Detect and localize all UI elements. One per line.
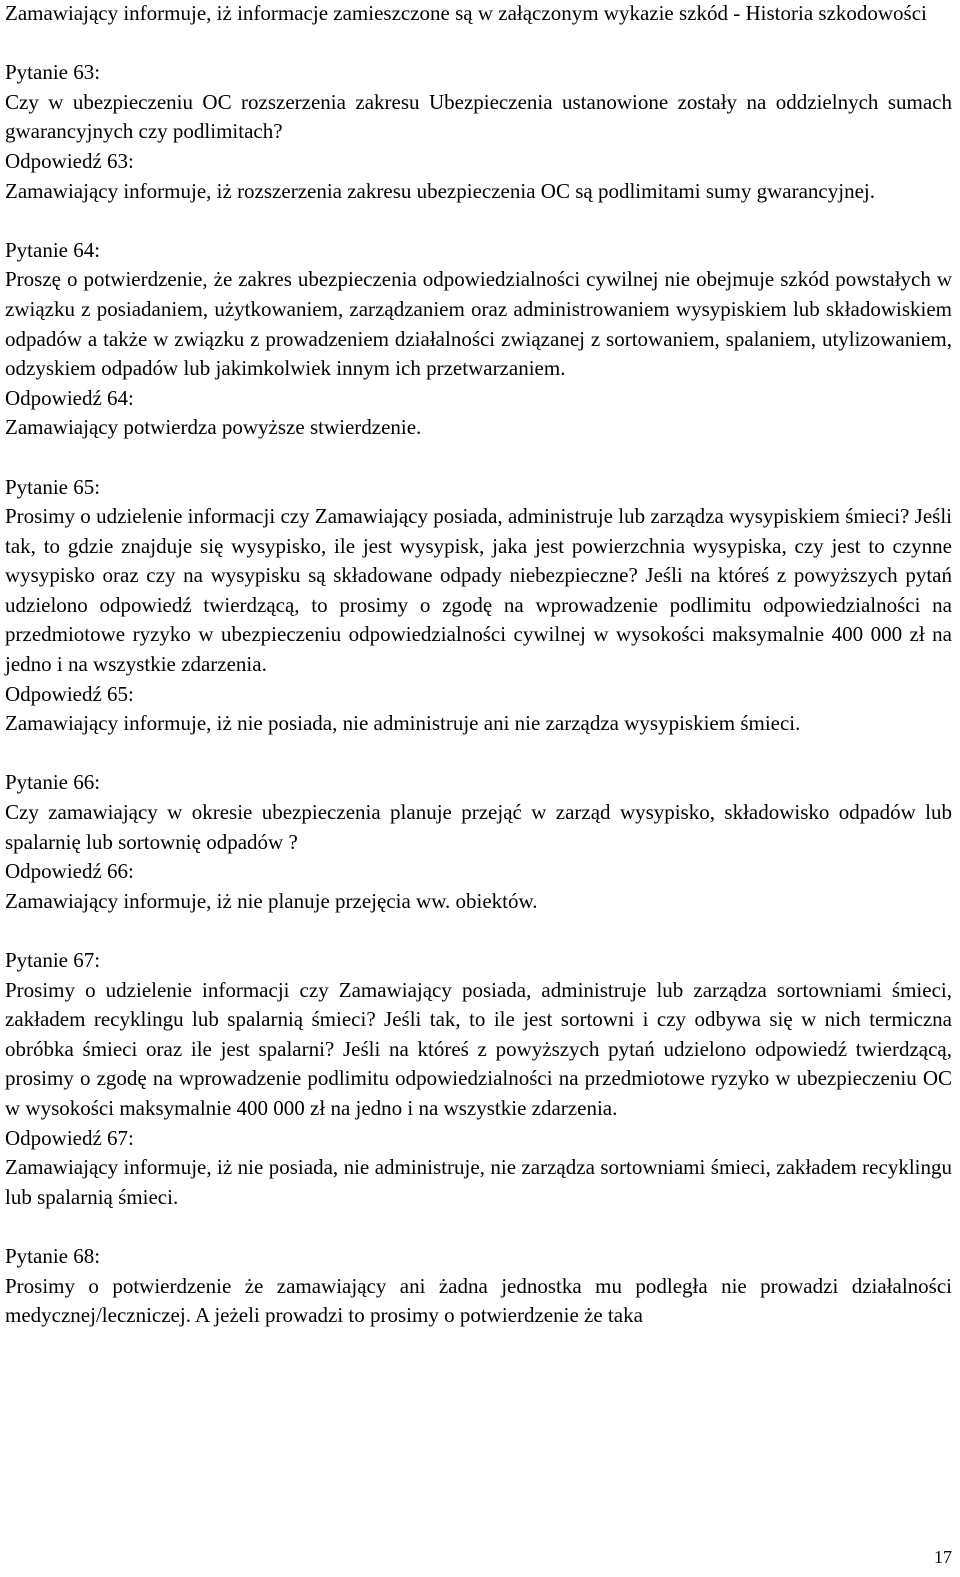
qa-block-68: [5, 1242, 952, 1331]
qa-block-63: [5, 58, 952, 206]
question-text: Prosimy o udzielenie informacji czy Zamawiający posiada, administruje lub zarządza sortowniami śmieci, zakładem recyklingu lub spalarnią śmieci? Jeśli tak, to ile jest sortowni i czy odbywa się w nich termiczna obróbka śmieci oraz ile jest spalarni? Jeśli na któreś z powyższych pytań udzielono odpowiedź twierdzącą, prosimy o zgodę na wprowadzenie podlimitu odpowiedzialności na przedmiotowe ryzyko w ubezpieczeniu OC w wysokości maksymalnie 400 000 zł na jedno i na wszystkie zdarzenia.: [5, 977, 952, 1120]
answer-label: Odpowiedź 64:: [5, 385, 134, 410]
question-label: Pytanie 64:: [5, 237, 101, 262]
question-label: Pytanie 65:: [5, 474, 101, 499]
answer-label: Odpowiedź 67:: [5, 1125, 134, 1150]
question-label: Pytanie 68:: [5, 1243, 101, 1268]
intro-paragraph: Zamawiający informuje, iż informacje zamieszczone są w załączonym wykazie szkód - Historia szkodowości: [5, 1, 927, 25]
document-page: [5, 0, 952, 1331]
page-number: 17: [934, 1547, 952, 1567]
answer-label: Odpowiedź 65:: [5, 681, 134, 706]
qa-block-65: [5, 473, 952, 739]
answer-label: Odpowiedź 66:: [5, 859, 134, 884]
question-text: Prosimy o udzielenie informacji czy Zamawiający posiada, administruje lub zarządza wysypiskiem śmieci? Jeśli tak, to gdzie znajduje się wysypisko, ile jest wysypisk, jaka jest powierzchnia wysypiska, czy jest to czynne wysypisko oraz czy na wysypisku są składowane odpady niebezpieczne? Jeśli na któreś z powyższych pytań udzielono odpowiedź twierdzącą, to prosimy o zgodę na wprowadzenie podlimitu odpowiedzialności na przedmiotowe ryzyko w ubezpieczeniu odpowiedzialności cywilnej w wysokości maksymalnie 400 000 zł na jedno i na wszystkie zdarzenia.: [5, 504, 952, 677]
answer-label: Odpowiedź 63:: [5, 148, 134, 173]
question-text: Czy zamawiający w okresie ubezpieczenia planuje przejąć w zarząd wysypisko, składowisko odpadów lub spalarnię lub sortownię odpadów ?: [5, 800, 952, 854]
question-text: Prosimy o potwierdzenie że zamawiający ani żadna jednostka mu podległa nie prowadzi działalności medycznej/leczniczej. A jeżeli prowadzi to prosimy o potwierdzenie że taka: [5, 1273, 952, 1328]
question-text: Czy w ubezpieczeniu OC rozszerzenia zakresu Ubezpieczenia ustanowione zostały na oddzielnych sumach gwarancyjnych czy podlimitach?: [5, 89, 952, 144]
qa-block-66: [5, 768, 952, 916]
qa-block-67: [5, 946, 952, 1212]
answer-text: Zamawiający potwierdza powyższe stwierdzenie.: [5, 415, 422, 440]
qa-block-64: [5, 236, 952, 443]
answer-text: Zamawiający informuje, iż nie posiada, nie administruje ani nie zarządza wysypiskiem śmieci.: [5, 711, 801, 736]
answer-text: Zamawiający informuje, iż nie planuje przejęcia ww. obiektów.: [5, 888, 538, 913]
question-label: Pytanie 66:: [5, 770, 101, 795]
answer-text: Zamawiający informuje, iż nie posiada, nie administruje, nie zarządza sortowniami śmieci, zakładem recyklingu lub spalarnią śmieci.: [5, 1155, 952, 1209]
answer-text: Zamawiający informuje, iż rozszerzenia zakresu ubezpieczenia OC są podlimitami sumy gwarancyjnej.: [5, 178, 875, 203]
question-label: Pytanie 63:: [5, 60, 101, 85]
question-label: Pytanie 67:: [5, 948, 101, 972]
question-text: Proszę o potwierdzenie, że zakres ubezpieczenia odpowiedzialności cywilnej nie obejmuje szkód powstałych w związku z posiadaniem, użytkowaniem, zarządzaniem oraz administrowaniem wysypiskiem lub składowiskiem odpadów a także w związku z prowadzeniem działalności związanej z sortowaniem, spalaniem, utylizowaniem, odzyskiem odpadów lub jakimkolwiek innym ich przetwarzaniem.: [5, 267, 952, 381]
